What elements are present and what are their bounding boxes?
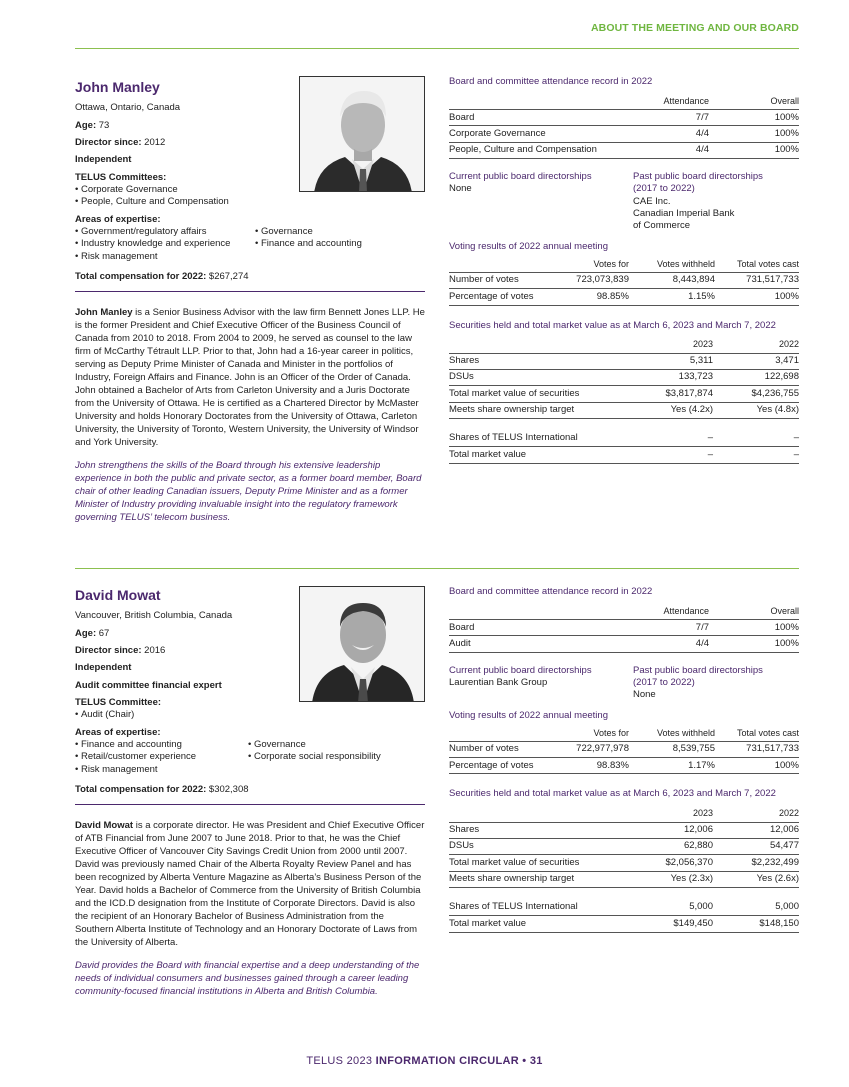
past-boards-label: Past public board directorships bbox=[633, 171, 763, 183]
securities-table bbox=[449, 338, 799, 419]
attendance-title: Board and committee attendance record in 2022 bbox=[449, 586, 653, 597]
status-independent: Independent bbox=[75, 154, 132, 166]
status-independent: Independent bbox=[75, 662, 132, 674]
total-votes-header: Total votes cast bbox=[715, 257, 799, 272]
votes-for-header: Votes for bbox=[560, 726, 629, 741]
director-photo bbox=[299, 586, 425, 702]
director-age: 67 bbox=[96, 627, 110, 639]
total-comp-label: Total compensation for 2022: bbox=[75, 783, 207, 795]
committees-label: TELUS Committee: bbox=[75, 696, 162, 708]
director-summary: John strengthens the skills of the Board through his extensive leadership experience in both the public and private sector, as a former board member, Board chair of other leading Canadian issuers, Deputy Prime Minister and as a former Minister of Industry providing invaluable insight into the regulatory framework governing TELUS’ telecom business. bbox=[75, 460, 422, 524]
table-row: Number of votes 723,073,839 8,443,894 731,517,733 bbox=[449, 272, 799, 288]
past-board-item: of Commerce bbox=[633, 220, 691, 232]
table-row: Shares of TELUS International – – bbox=[449, 431, 799, 447]
bio-name: David Mowat bbox=[75, 820, 134, 832]
director-since-label: Director since: bbox=[75, 136, 142, 148]
expertise-item: • Industry knowledge and experience bbox=[75, 238, 255, 250]
director-bio bbox=[75, 819, 425, 949]
voting-table bbox=[449, 726, 799, 774]
attendance-title: Board and committee attendance record in 2022 bbox=[449, 76, 653, 87]
table-row: Total market value – – bbox=[449, 447, 799, 463]
director-name: David Mowat bbox=[75, 587, 161, 603]
current-board-item: Laurentian Bank Group bbox=[449, 677, 548, 689]
past-boards-label: Past public board directorships bbox=[633, 664, 763, 676]
table-row: Audit 4/4 100% bbox=[449, 636, 799, 652]
attendance-header: Attendance bbox=[542, 604, 709, 619]
table-row: Meets share ownership target Yes (4.2x) Yes (4.8x) bbox=[449, 402, 799, 418]
page-header: ABOUT THE MEETING AND OUR BOARD bbox=[590, 22, 799, 34]
overall-header: Overall bbox=[709, 604, 799, 619]
table-row: Total market value $149,450 $148,150 bbox=[449, 916, 799, 932]
age-label: Age: bbox=[75, 119, 97, 131]
table-row: Shares of TELUS International 5,000 5,000 bbox=[449, 900, 799, 916]
footer-prefix: TELUS 2023 bbox=[306, 1055, 376, 1067]
table-row: DSUs 133,723 122,698 bbox=[449, 369, 799, 385]
committee-item: • Corporate Governance bbox=[75, 184, 425, 196]
director-since-label: Director since: bbox=[75, 644, 142, 656]
director-name: John Manley bbox=[75, 79, 160, 95]
director-records bbox=[449, 76, 799, 464]
current-boards-label: Current public board directorships bbox=[449, 664, 592, 676]
expertise-label: Areas of expertise: bbox=[75, 213, 161, 225]
bio-separator bbox=[75, 804, 425, 805]
total-comp-value: $302,308 bbox=[206, 783, 249, 795]
page-footer bbox=[0, 1054, 849, 1068]
voting-title: Voting results of 2022 annual meeting bbox=[449, 240, 608, 252]
total-comp-value: $267,274 bbox=[206, 270, 249, 282]
director-info bbox=[75, 586, 425, 998]
attendance-header: Attendance bbox=[648, 94, 709, 109]
current-boards-label: Current public board directorships bbox=[449, 171, 592, 183]
votes-for-header: Votes for bbox=[560, 257, 629, 272]
past-boards-period: (2017 to 2022) bbox=[633, 183, 695, 195]
table-row: Board 7/7 100% bbox=[449, 110, 799, 126]
director-bio bbox=[75, 306, 425, 449]
votes-withheld-header: Votes withheld bbox=[629, 726, 715, 741]
table-row: Percentage of votes 98.83% 1.17% 100% bbox=[449, 758, 799, 774]
director-location: Ottawa, Ontario, Canada bbox=[75, 102, 181, 114]
securities-table bbox=[449, 807, 799, 888]
voting-table bbox=[449, 257, 799, 305]
expertise-item: • Retail/customer experience bbox=[75, 751, 248, 763]
director-info bbox=[75, 76, 425, 524]
committees-label: TELUS Committees: bbox=[75, 171, 167, 183]
voting-title: Voting results of 2022 annual meeting bbox=[449, 709, 608, 721]
bio-text: is a corporate director. He was President and Chief Executive Officer of ATB Financial from June 2007 to June 2018. Prior to that, he was the Chief Executive Officer of Vancouver City Savings Credit Union from 2000 until 2007. David was previously named Chair of the Alberta Royalty Review Panel and has been recognized by Alberta Venture Magazine as Alberta’s Business Person of the Year. David holds a Bachelor of Commerce from the University of British Columbia and the ICD.D designation from the Institute of Corporate Directors. David is also the recipient of an Honorary Bachelor of Business Administration from the Southern Alberta Institute of Technology and an Honorary Doctorate of Laws from the University of Alberta. bbox=[75, 820, 425, 949]
committee-item: • Audit (Chair) bbox=[75, 709, 425, 721]
current-board-item: None bbox=[449, 183, 472, 195]
status-financial-expert: Audit committee financial expert bbox=[75, 679, 222, 691]
director-location: Vancouver, British Columbia, Canada bbox=[75, 610, 233, 622]
expertise-item: • Risk management bbox=[75, 251, 255, 263]
table-row: Board 7/7 100% bbox=[449, 620, 799, 636]
director-profile-mowat bbox=[75, 586, 799, 1046]
table-row: Shares 5,311 3,471 bbox=[449, 353, 799, 369]
table-row: Percentage of votes 98.85% 1.15% 100% bbox=[449, 289, 799, 305]
past-boards-period: (2017 to 2022) bbox=[633, 677, 695, 689]
section-divider bbox=[75, 568, 799, 569]
footer-title: INFORMATION CIRCULAR • 31 bbox=[375, 1055, 543, 1067]
director-photo bbox=[299, 76, 425, 192]
expertise-item: • Governance bbox=[255, 226, 362, 238]
total-comp-label: Total compensation for 2022: bbox=[75, 270, 207, 282]
table-row: Shares 12,006 12,006 bbox=[449, 822, 799, 838]
bio-name: John Manley bbox=[75, 307, 133, 319]
year-2022-header: 2022 bbox=[713, 338, 799, 353]
board-directorships bbox=[449, 665, 799, 702]
table-row: Meets share ownership target Yes (2.3x) Yes (2.6x) bbox=[449, 871, 799, 887]
securities-title: Securities held and total market value as at March 6, 2023 and March 7, 2022 bbox=[449, 319, 776, 331]
director-age: 73 bbox=[96, 119, 110, 131]
director-since: 2016 bbox=[141, 644, 166, 656]
past-board-item: Canadian Imperial Bank bbox=[633, 208, 735, 220]
year-2023-header: 2023 bbox=[642, 338, 713, 353]
committee-item: • People, Culture and Compensation bbox=[75, 196, 425, 208]
director-summary: David provides the Board with financial expertise and a deep understanding of the needs of individual consumers and businesses gained through a career leading community-focused financial institutions in Alberta and British Columbia. bbox=[75, 960, 420, 998]
expertise-item: • Finance and accounting bbox=[255, 238, 362, 250]
table-row: Total market value of securities $3,817,874 $4,236,755 bbox=[449, 386, 799, 402]
board-directorships bbox=[449, 171, 799, 233]
director-profile-manley bbox=[75, 76, 799, 556]
securities-title: Securities held and total market value as at March 6, 2023 and March 7, 2022 bbox=[449, 788, 776, 800]
past-board-item: CAE Inc. bbox=[633, 195, 671, 207]
bio-separator bbox=[75, 291, 425, 292]
expertise-item: • Risk management bbox=[75, 764, 248, 776]
expertise-item: • Government/regulatory affairs bbox=[75, 226, 255, 238]
age-label: Age: bbox=[75, 627, 97, 639]
expertise-item: • Corporate social responsibility bbox=[248, 751, 381, 763]
overall-header: Overall bbox=[709, 94, 799, 109]
year-2023-header: 2023 bbox=[642, 807, 713, 822]
expertise-list bbox=[75, 226, 425, 263]
intl-table bbox=[449, 900, 799, 933]
table-row: Total market value of securities $2,056,370 $2,232,499 bbox=[449, 855, 799, 871]
director-since: 2012 bbox=[141, 136, 166, 148]
table-row: Number of votes 722,977,978 8,539,755 731,517,733 bbox=[449, 741, 799, 757]
header-rule bbox=[75, 48, 799, 49]
year-2022-header: 2022 bbox=[713, 807, 799, 822]
table-row: People, Culture and Compensation 4/4 100% bbox=[449, 142, 799, 158]
votes-withheld-header: Votes withheld bbox=[629, 257, 715, 272]
expertise-item: • Governance bbox=[248, 739, 381, 751]
attendance-table bbox=[449, 94, 799, 159]
attendance-table bbox=[449, 604, 799, 652]
expertise-item: • Finance and accounting bbox=[75, 739, 248, 751]
bio-text: is a Senior Business Advisor with the law firm Bennett Jones LLP. He is the former President and Chief Executive Officer of the Business Council of Canada from 2010 to 2018. From 2004 to 2009, he served as counsel to the law firm of McCarthy Tétrault LLP. Prior to that, John had a 16-year career in politics, serving as Deputy Prime Minister of Canada and Minister in the portfolios of Industry, Foreign Affairs and Finance. John is an Officer of the Order of Canada. John obtained a Bachelor of Arts from Carleton University and a Juris Doctorate from the University of Ottawa. He is certified as a Chartered Director by McMaster University and holds Honorary Doctorates from the University of Ottawa, Carleton University, the University of Toronto, Western University, the University of Windsor and York University. bbox=[75, 307, 425, 449]
expertise-list bbox=[75, 739, 425, 776]
past-board-item: None bbox=[633, 689, 656, 701]
director-records bbox=[449, 586, 799, 933]
table-row: Corporate Governance 4/4 100% bbox=[449, 126, 799, 142]
total-votes-header: Total votes cast bbox=[715, 726, 799, 741]
table-row: DSUs 62,880 54,477 bbox=[449, 838, 799, 854]
expertise-label: Areas of expertise: bbox=[75, 726, 161, 738]
intl-table bbox=[449, 431, 799, 464]
